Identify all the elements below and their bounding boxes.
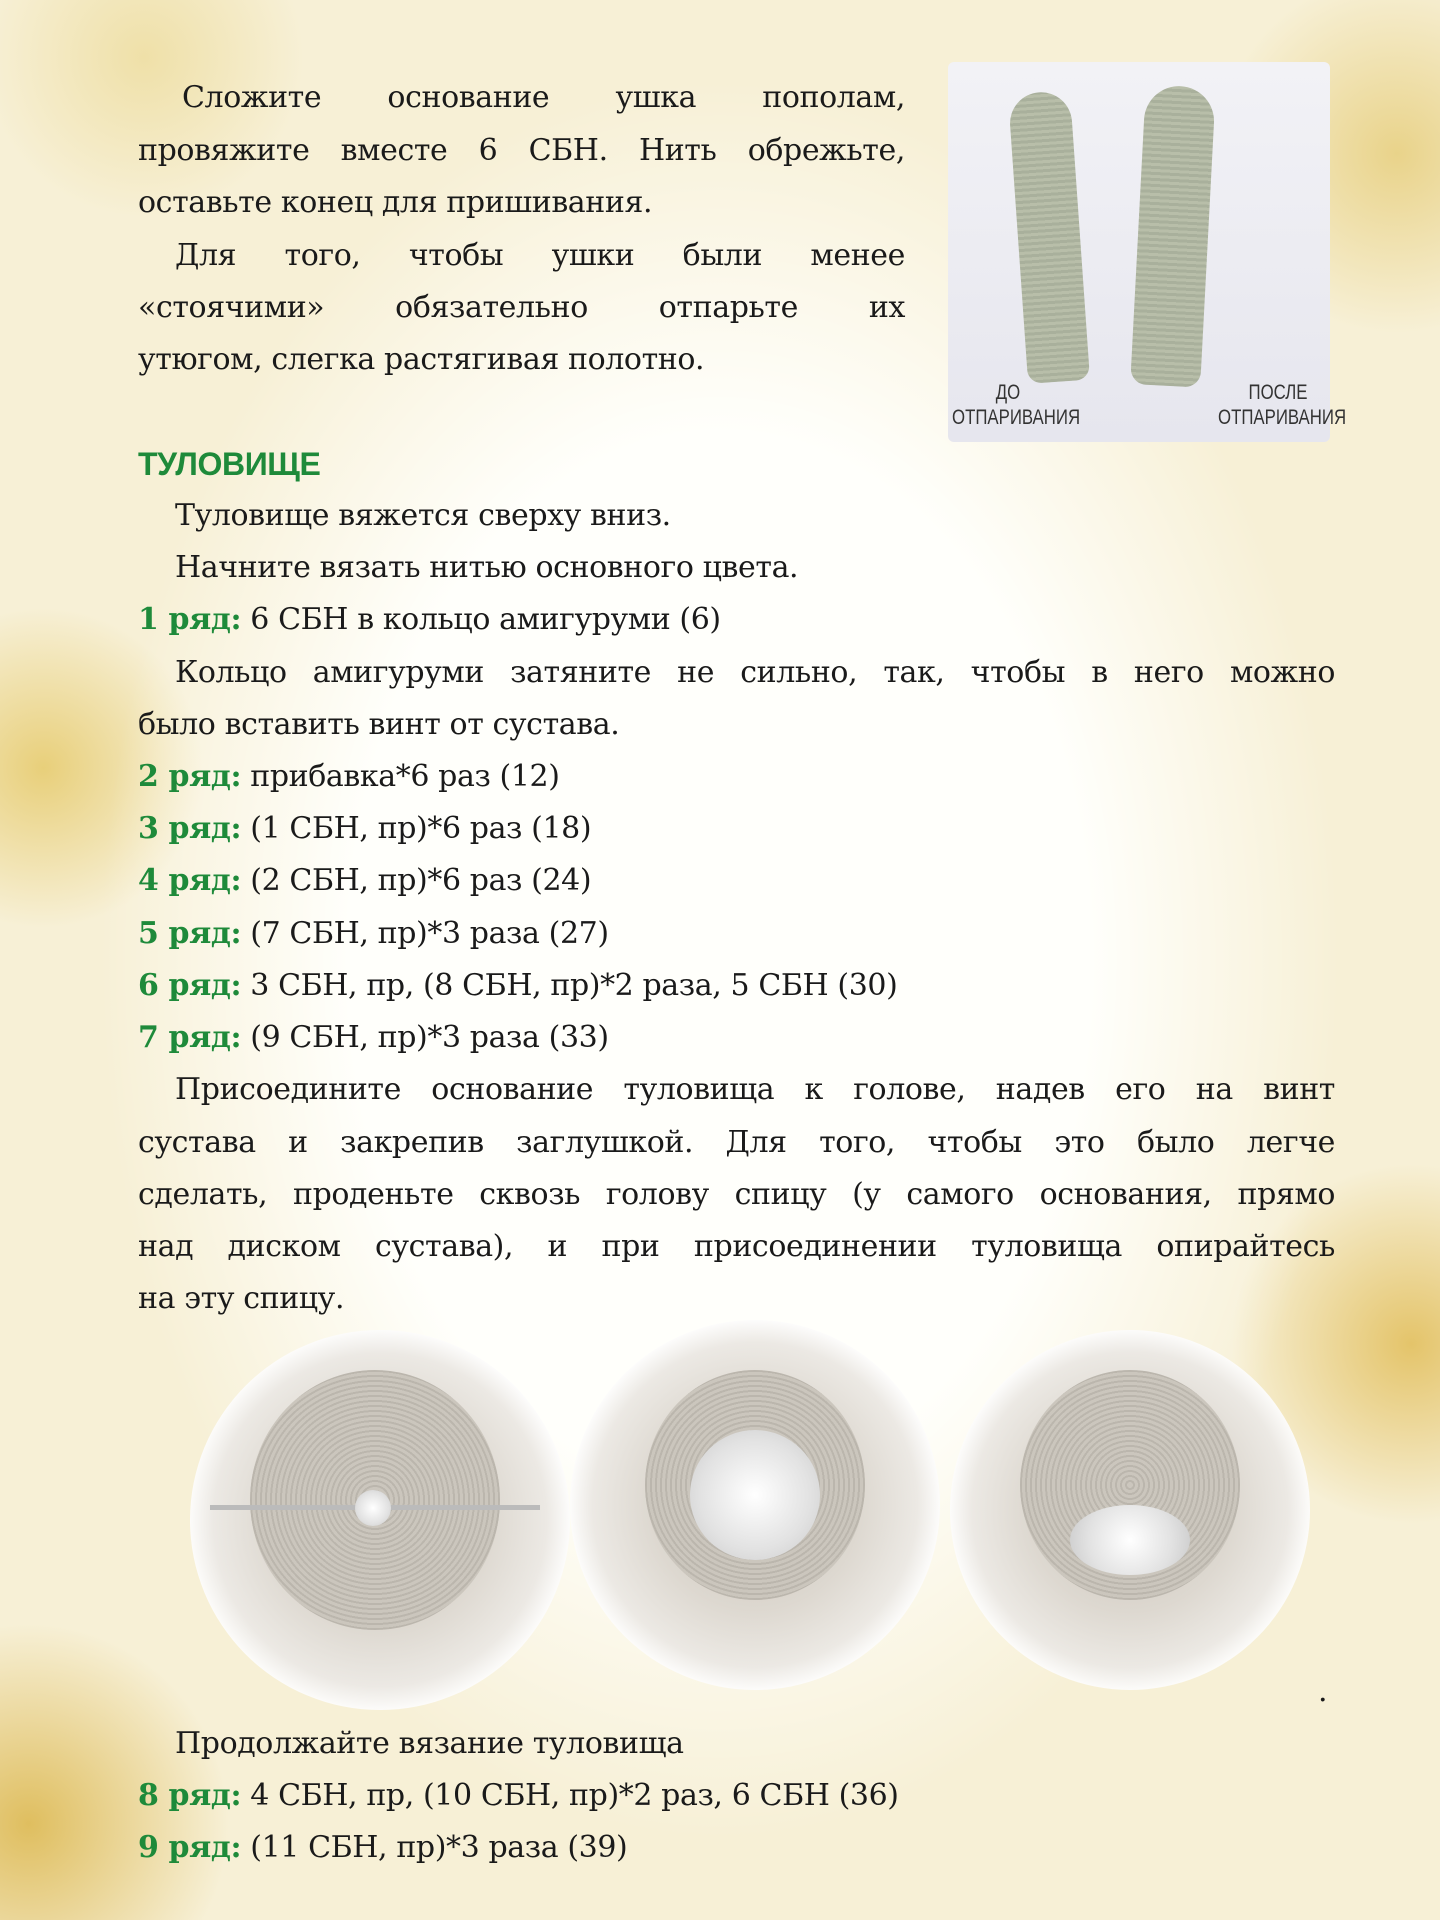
ear-before	[1008, 90, 1090, 384]
photo-head-with-disc	[570, 1320, 940, 1690]
row-text: 3 СБН, пр, (8 СБН, пр)*2 раза, 5 СБН (30)	[241, 968, 898, 1003]
row-6	[138, 960, 1335, 1012]
row-text: (7 СБН, пр)*3 раза (27)	[241, 916, 609, 951]
joint-disc	[690, 1430, 820, 1560]
text-line: Сложите основание ушка пополам,	[182, 80, 905, 115]
caption-before: ДО ОТПАРИВАНИЯ	[952, 381, 1081, 429]
dot: .	[1318, 1674, 1328, 1709]
row-4	[138, 855, 1335, 907]
row-label: 8 ряд:	[138, 1778, 242, 1813]
text-line: Туловище вяжется сверху вниз.	[175, 498, 671, 533]
row-1	[138, 594, 1335, 646]
row-label: 1 ряд:	[138, 602, 242, 637]
text-line: провяжите вместе 6 СБН. Нить обрежьте,	[138, 133, 905, 168]
text-line: Кольцо амигуруми затяните не сильно, так, чтобы в него можно	[175, 655, 1335, 690]
text-line: на эту спицу.	[138, 1281, 345, 1316]
joint-bolt	[355, 1490, 391, 1526]
row-label: 9 ряд:	[138, 1830, 242, 1865]
row-label: 6 ряд:	[138, 968, 242, 1003]
ear-after	[1130, 84, 1216, 387]
row-text: (2 СБН, пр)*6 раз (24)	[241, 863, 592, 898]
photo-head-with-body	[950, 1330, 1310, 1690]
row-5	[138, 908, 1335, 960]
row-2	[138, 751, 1335, 803]
row-8	[138, 1770, 1335, 1822]
text-line: Продолжайте вязание туловища	[175, 1726, 684, 1761]
text-line: Начните вязать нитью основного цвета.	[175, 550, 799, 585]
text-line: над диском сустава), и при присоединении туловища опирайтесь	[138, 1229, 1335, 1264]
photo-head-with-needle	[190, 1330, 570, 1710]
text-line: «стоячими» обязательно отпарьте их	[138, 290, 905, 325]
text-line: было вставить винт от сустава.	[138, 707, 620, 742]
joint-disc	[1070, 1505, 1190, 1575]
row-label: 5 ряд:	[138, 916, 242, 951]
row-label: 3 ряд:	[138, 811, 242, 846]
text-line: сделать, проденьте сквозь голову спицу (у самого основания, прямо	[138, 1177, 1335, 1212]
row-7	[138, 1012, 1335, 1064]
caption-after: ПОСЛЕ ОТПАРИВАНИЯ	[1218, 381, 1347, 429]
row-text: 6 СБН в кольцо амигуруми (6)	[241, 602, 721, 637]
text-line: сустава и закрепив заглушкой. Для того, чтобы это было легче	[138, 1125, 1335, 1160]
row-text: (11 СБН, пр)*3 раза (39)	[241, 1830, 628, 1865]
row-9	[138, 1822, 1335, 1874]
row-label: 7 ряд:	[138, 1020, 242, 1055]
row-3	[138, 803, 1335, 855]
text-line: Для того, чтобы ушки были менее	[175, 238, 905, 273]
row-text: прибавка*6 раз (12)	[241, 759, 560, 794]
ears-photo	[948, 62, 1347, 442]
text-line: Присоедините основание туловища к голове, надев его на винт	[175, 1072, 1335, 1107]
text-line: оставьте конец для пришивания.	[138, 185, 653, 220]
row-text: (1 СБН, пр)*6 раз (18)	[241, 811, 592, 846]
row-text: (9 СБН, пр)*3 раза (33)	[241, 1020, 609, 1055]
row-text: 4 СБН, пр, (10 СБН, пр)*2 раз, 6 СБН (36)	[241, 1778, 899, 1813]
section-title: ТУЛОВИЩЕ	[138, 446, 321, 482]
text-line: утюгом, слегка растягивая полотно.	[138, 342, 705, 377]
row-label: 4 ряд:	[138, 863, 242, 898]
row-label: 2 ряд:	[138, 759, 242, 794]
